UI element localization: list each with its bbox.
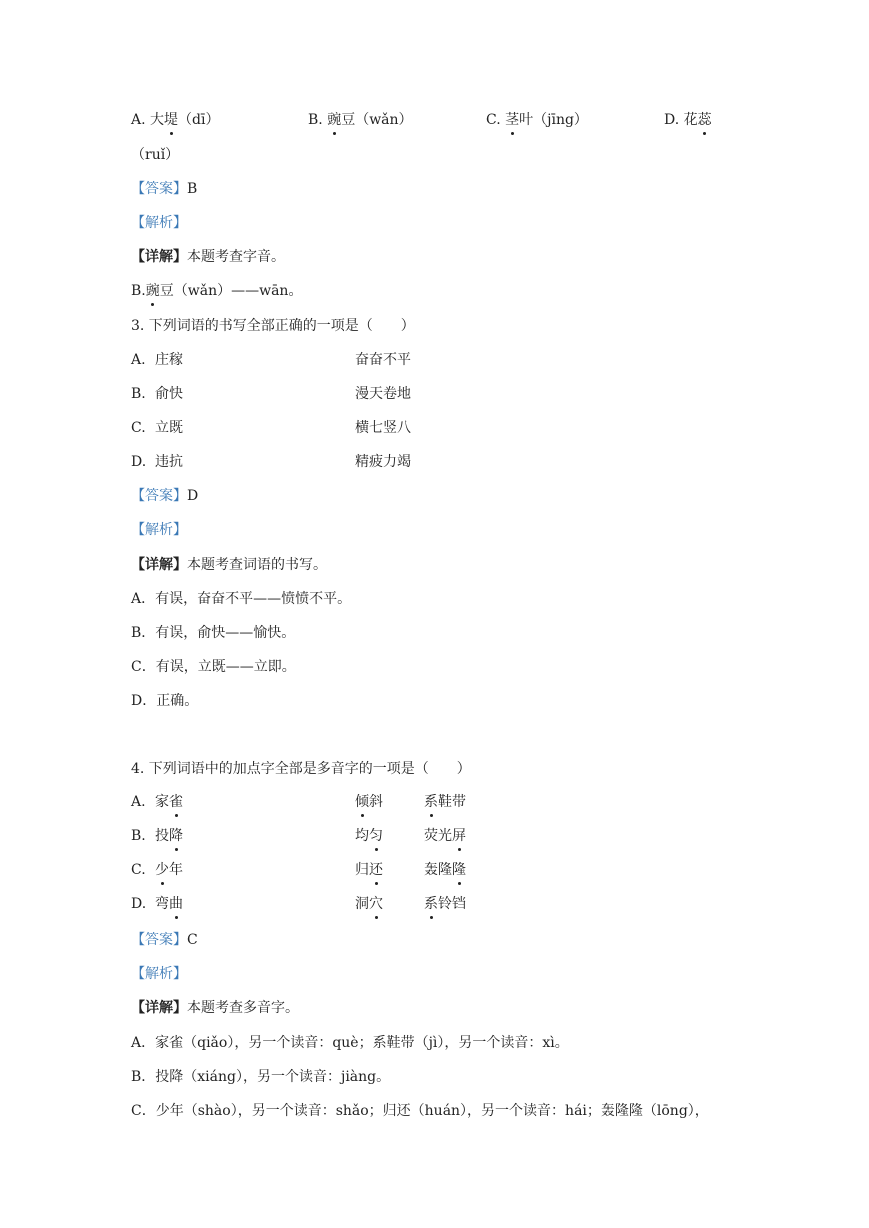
q3-option-b: B. 俞快 漫天卷地 (131, 386, 411, 402)
explanation-line: B．投降（xiáng），另一个读音：jiàng。 (131, 1069, 391, 1085)
answer-label: 【答案】D (131, 488, 199, 504)
q3-option-d: D. 违抗 精疲力竭 (131, 454, 411, 470)
q3-option-a: A. 庄稼 奋奋不平 (131, 352, 411, 368)
q2-option-d-pinyin: （ruǐ） (131, 147, 180, 163)
q2-option-b: B. 豌豆（wǎn） (308, 112, 413, 128)
detail-text: 【详解】本题考查字音。 (131, 249, 285, 265)
explanation-line: A．有误，奋奋不平——愤愤不平。 (131, 591, 352, 607)
q4-option-c: C. 少年 归还 轰隆隆 (131, 862, 466, 878)
explanation-line: B.豌豆（wǎn）——wān。 (131, 283, 303, 299)
detail-text: 【详解】本题考查词语的书写。 (131, 557, 327, 573)
analysis-label: 【解析】 (131, 215, 187, 231)
explanation-line: D．正确。 (131, 693, 199, 709)
q4-option-b: B. 投降 均匀 荧光屏 (131, 828, 466, 844)
explanation-line: B．有误，俞快——愉快。 (131, 625, 296, 641)
question-3-title: 3. 下列词语的书写全部正确的一项是（ ） (131, 318, 415, 334)
q2-option-d: D. 花蕊 (664, 112, 712, 128)
explanation-line: C．有误，立既——立即。 (131, 659, 296, 675)
q4-option-a: A. 家雀 倾斜 系鞋带 (131, 794, 466, 810)
explanation-line: A．家雀（qiǎo），另一个读音：què；系鞋带（jì），另一个读音：xì。 (131, 1035, 569, 1051)
answer-label: 【答案】B (131, 181, 198, 197)
analysis-label: 【解析】 (131, 966, 187, 982)
q2-option-a: A. 大堤（dī） (131, 112, 220, 128)
detail-text: 【详解】本题考查多音字。 (131, 1000, 299, 1016)
answer-label: 【答案】C (131, 932, 198, 948)
explanation-line: C．少年（shào），另一个读音：shǎo；归还（huán），另一个读音：hái；轰隆隆（lōng）， (131, 1103, 709, 1119)
q4-option-d: D. 弯曲 洞穴 系铃铛 (131, 896, 466, 912)
question-4-title: 4. 下列词语中的加点字全部是多音字的一项是（ ） (131, 761, 471, 777)
q3-option-c: C. 立既 横七竖八 (131, 420, 411, 436)
analysis-label: 【解析】 (131, 522, 187, 538)
q2-option-c: C. 茎叶（jīng） (486, 112, 588, 128)
